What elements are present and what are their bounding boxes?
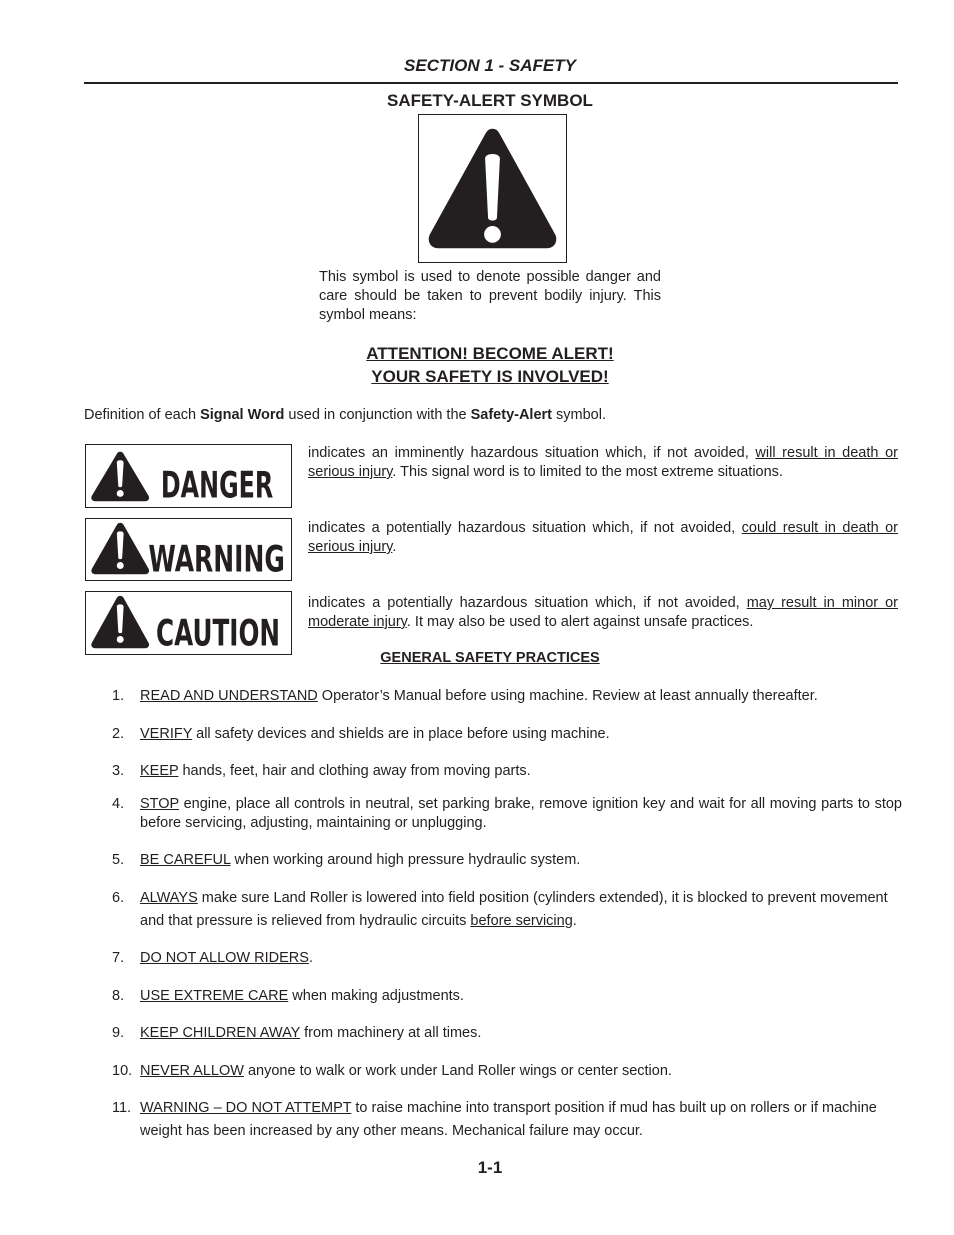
- list-item: 10. NEVER ALLOW anyone to walk or work under Land Roller wings or center section.: [112, 1063, 672, 1079]
- attention-line-2: YOUR SAFETY IS INVOLVED!: [371, 367, 609, 386]
- alert-triangle-icon: [91, 452, 149, 501]
- alert-triangle-icon: [91, 523, 149, 574]
- list-item: 2. VERIFY all safety devices and shields are in place before using machine.: [112, 726, 610, 742]
- danger-sign: [85, 444, 292, 508]
- list-item: 1. READ AND UNDERSTAND Operator’s Manual before using machine. Review at least annually thereafter.: [112, 688, 818, 704]
- list-item: 8. USE EXTREME CARE when making adjustments.: [112, 988, 464, 1004]
- list-item: 3. KEEP hands, feet, hair and clothing away from moving parts.: [112, 763, 531, 779]
- safety-alert-title: SAFETY-ALERT SYMBOL: [387, 91, 593, 110]
- section-title: SECTION 1 - SAFETY: [404, 56, 576, 75]
- alert-triangle-icon: [91, 596, 149, 648]
- list-item: 6. ALWAYS make sure Land Roller is lowered into field position (cylinders extended), it is blocked to prevent movement and that pressure is relieved from hydraulic circuits before servicing.: [112, 890, 888, 929]
- page-number: 1-1: [477, 1158, 503, 1177]
- caution-definition: indicates a potentially hazardous situation which, if not avoided, may result in minor or moderate injury. It may also be used to alert against unsafe practices.: [308, 595, 898, 630]
- caution-sign: [85, 591, 292, 655]
- list-item: 5. BE CAREFUL when working around high pressure hydraulic system.: [112, 852, 581, 868]
- list-item: 9. KEEP CHILDREN AWAY from machinery at all times.: [112, 1025, 482, 1041]
- list-item: 7. DO NOT ALLOW RIDERS.: [112, 950, 313, 966]
- warning-definition: indicates a potentially hazardous situation which, if not avoided, could result in death or serious injury.: [308, 520, 899, 555]
- warning-sign: [85, 518, 292, 581]
- list-item: 11. WARNING – DO NOT ATTEMPT to raise machine into transport position if mud has built up on rollers or if machine weight has been increased by any other means. Mechanical failure may occur.: [112, 1100, 877, 1139]
- general-safety-practices-title: GENERAL SAFETY PRACTICES: [380, 650, 600, 666]
- symbol-description: This symbol is used to denote possible danger and care should be taken to prevent bodily injury. This symbol means:: [319, 269, 661, 323]
- safety-alert-triangle-icon: [418, 114, 567, 263]
- caution-word: CAUTION: [156, 611, 281, 654]
- danger-definition: indicates an imminently hazardous situation which, if not avoided, will result in death or serious injury. This signal word is to limited to the most extreme situations.: [308, 445, 898, 480]
- danger-word: DANGER: [160, 463, 274, 507]
- attention-line-1: ATTENTION! BECOME ALERT!: [366, 344, 614, 363]
- header-rule: [84, 82, 898, 84]
- list-item: 4. STOP engine, place all controls in neutral, set parking brake, remove ignition key and wait for all moving parts to stop before servicing, adjusting, maintaining or unplugging.: [112, 796, 902, 831]
- warning-word: WARNING: [148, 537, 285, 580]
- signal-word-definition: Definition of each Signal Word used in conjunction with the Safety-Alert symbol.: [84, 407, 606, 423]
